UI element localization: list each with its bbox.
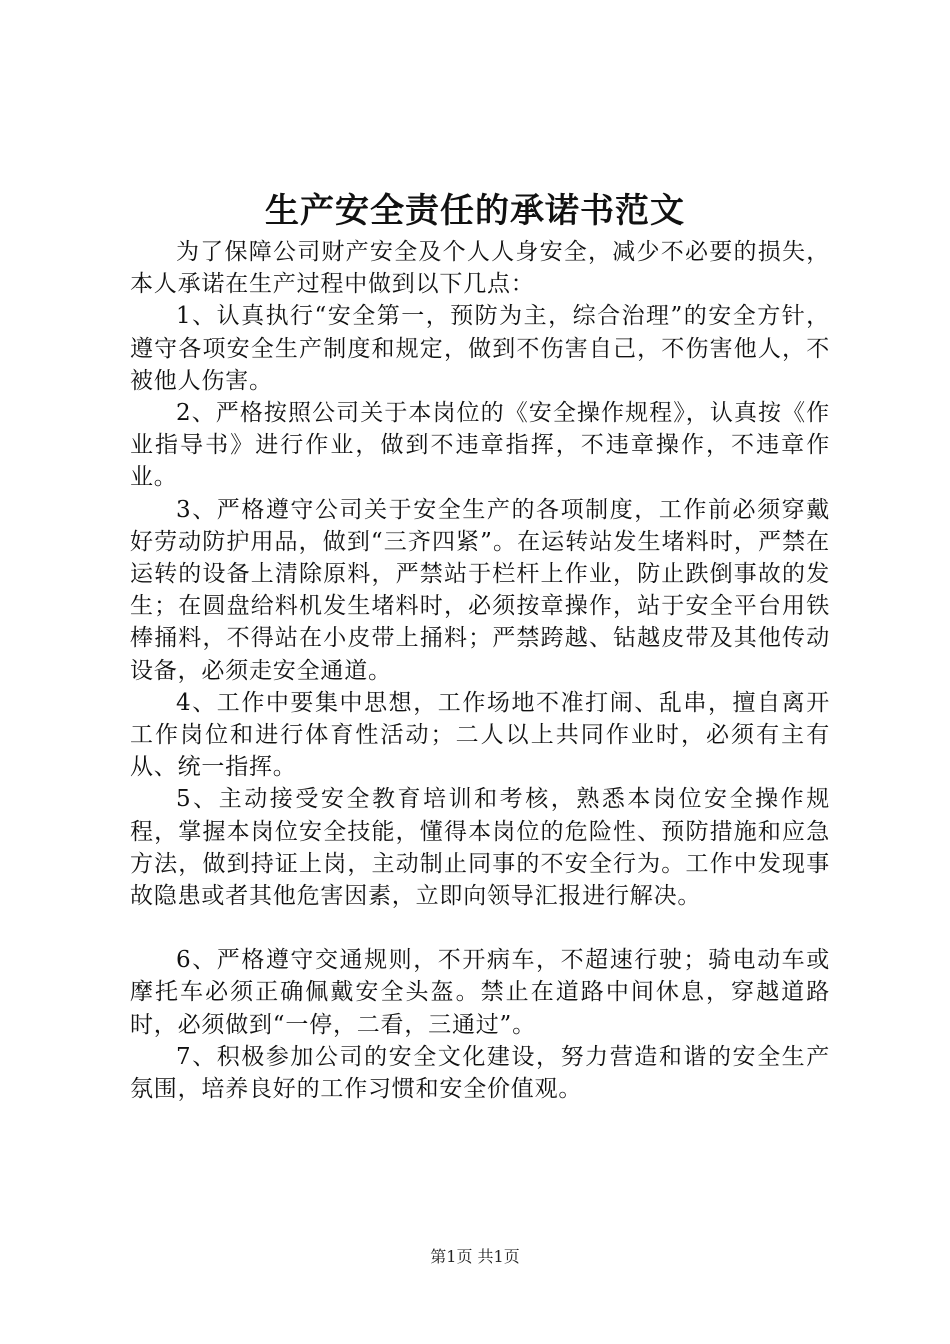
paragraph-item-2: 2、严格按照公司关于本岗位的《安全操作规程》，认真按《作业指导书》进行作业，做到不违章指挥，不违章操作，不违章作业。 (130, 400, 830, 491)
paragraph-item-5: 5、主动接受安全教育培训和考核，熟悉本岗位安全操作规程，掌握本岗位安全技能，懂得本岗位的危险性、预防措施和应急方法，做到持证上岗，主动制止同事的不安全行为。工作中发现事故隐患或者其他危害因素，立即向领导汇报进行解决。 (130, 786, 830, 910)
paragraph-item-6: 6、严格遵守交通规则，不开病车，不超速行驶；骑电动车或摩托车必须正确佩戴安全头盔。禁止在道路中间休息，穿越道路时，必须做到“一停，二看，三通过”。 (130, 947, 830, 1038)
paragraph-item-4: 4、工作中要集中思想，工作场地不准打闹、乱串，擅自离开工作岗位和进行体育性活动；二人以上共同作业时，必须有主有从、统一指挥。 (130, 689, 830, 781)
paragraph-item-3: 3、严格遵守公司关于安全生产的各项制度，工作前必须穿戴好劳动防护用品，做到“三齐四紧”。在运转站发生堵料时，严禁在运转的设备上清除原料，严禁站于栏杆上作业，防止跌倒事故的发生；在圆盘给料机发生堵料时，必须按章操作，站于安全平台用铁棒捅料，不得站在小皮带上捅料；严禁跨越、钻越皮带及其他传动设备，必须走安全通道。 (130, 496, 830, 684)
paragraph-item-7: 7、积极参加公司的安全文化建设，努力营造和谐的安全生产氛围，培养良好的工作习惯和安全价值观。 (130, 1043, 830, 1103)
page-footer: 第1页 共1页 (430, 1247, 520, 1266)
paragraph-item-1: 1、认真执行“安全第一，预防为主，综合治理”的安全方针，遵守各项安全生产制度和规定，做到不伤害自己，不伤害他人，不被他人伤害。 (130, 303, 830, 394)
document-title: 生产安全责任的承诺书范文 (265, 191, 685, 231)
document-body (130, 236, 830, 1105)
paragraph-intro: 为了保障公司财产安全及个人人身安全，减少不必要的损失，本人承诺在生产过程中做到以下几点： (130, 239, 830, 298)
